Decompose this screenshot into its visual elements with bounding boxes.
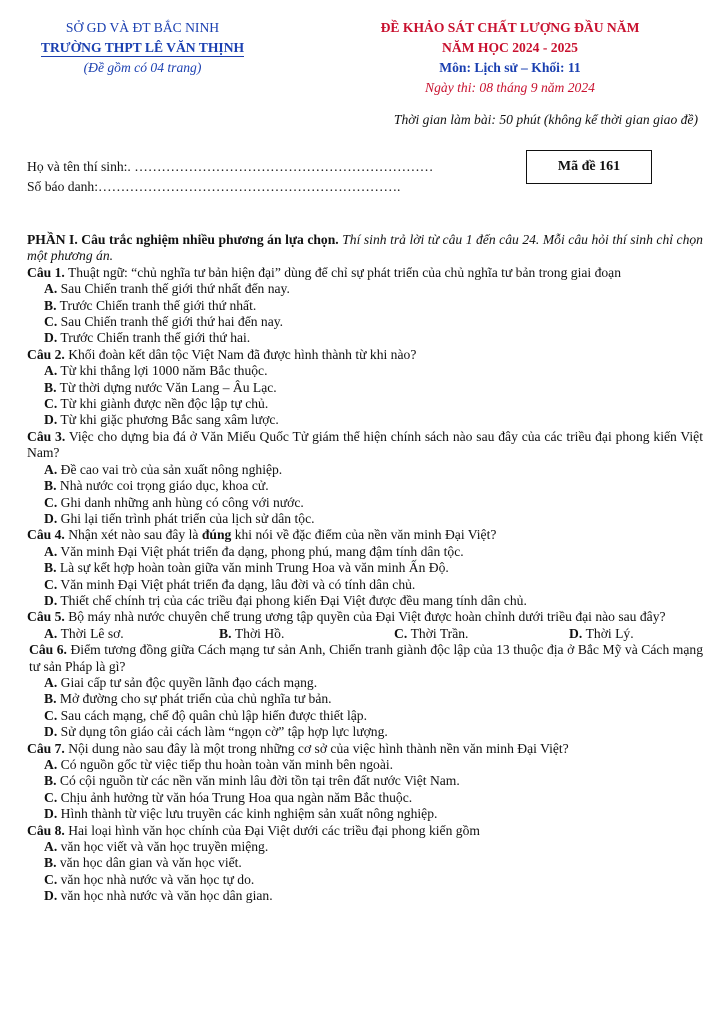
option-key: D. bbox=[44, 592, 58, 608]
question-text: Khối đoàn kết dân tộc Việt Nam đã được hình thành từ khi nào? bbox=[68, 346, 417, 362]
option-c bbox=[27, 790, 703, 806]
option-c bbox=[27, 577, 703, 593]
student-name-line: Họ và tên thí sinh:. ………………………………………………………… bbox=[27, 159, 434, 174]
option-key: C. bbox=[44, 871, 58, 887]
question-label: Câu 5. bbox=[27, 609, 65, 625]
option-text: văn học dân gian và văn học viết. bbox=[59, 855, 242, 871]
option-text: Chịu ảnh hưởng từ văn hóa Trung Hoa qua ngàn năm Bắc thuộc. bbox=[60, 789, 413, 805]
option-text: Sử dụng tôn giáo cải cách làm “ngọn cờ” tập hợp lực lượng. bbox=[60, 724, 388, 740]
exam-title: ĐỀ KHẢO SÁT CHẤT LƯỢNG ĐẦU NĂM bbox=[380, 20, 640, 35]
option-b bbox=[27, 855, 703, 871]
option-a bbox=[27, 675, 703, 691]
option-key: A. bbox=[44, 757, 58, 772]
option-b bbox=[27, 298, 703, 314]
question-label: Câu 3. bbox=[27, 428, 66, 444]
option-text: Là sự kết hợp hoàn toàn giữa văn minh Trung Hoa và văn minh Ấn Độ. bbox=[59, 560, 449, 576]
question-text: Việc cho dựng bia đá ở Văn Miếu Quốc Tử giám thể hiện chính sách nào sau đây của các triều đại phong kiến Việt Nam? bbox=[27, 428, 703, 461]
option-d bbox=[27, 724, 703, 740]
question-1 bbox=[27, 265, 703, 281]
option-key: A. bbox=[44, 674, 58, 690]
pages-note: (Đề gồm có 04 trang) bbox=[83, 60, 202, 75]
option-key: A. bbox=[44, 625, 58, 641]
option-key: B. bbox=[44, 691, 57, 707]
option-key: D. bbox=[44, 888, 58, 904]
option-d bbox=[27, 412, 703, 428]
question-6 bbox=[27, 642, 703, 675]
option-text: văn học nhà nước và văn học tự do. bbox=[60, 871, 255, 887]
school-name: TRƯỜNG THPT LÊ VĂN THỊNH bbox=[40, 40, 245, 55]
option-key: C. bbox=[44, 576, 58, 592]
option-text: Có cội nguồn từ các nền văn minh lâu đời tồn tại trên đất nước Việt Nam. bbox=[59, 773, 460, 789]
option-key: C. bbox=[394, 625, 408, 641]
option-d bbox=[27, 511, 703, 527]
option-key: C. bbox=[44, 314, 58, 330]
question-text: Điểm tương đồng giữa Cách mạng tư sản Anh, Chiến tranh giành độc lập của 13 thuộc địa ở Bắc Mỹ và Cách mạng tư sản Pháp là gì? bbox=[29, 642, 703, 674]
option-a bbox=[44, 626, 219, 642]
question-3 bbox=[27, 429, 703, 462]
option-key: D. bbox=[44, 510, 58, 526]
question-4 bbox=[27, 527, 703, 543]
option-text: Giai cấp tư sản độc quyền lãnh đạo cách mạng. bbox=[60, 674, 318, 690]
option-b bbox=[27, 691, 703, 707]
option-a bbox=[27, 757, 703, 773]
option-text: Từ khi giặc phương Bắc sang xâm lược. bbox=[60, 412, 279, 428]
option-d bbox=[27, 593, 703, 609]
option-key: A. bbox=[44, 461, 58, 477]
option-c bbox=[27, 314, 703, 330]
option-text: đúng bbox=[201, 527, 232, 543]
option-key: D. bbox=[569, 625, 583, 641]
option-key: A. bbox=[44, 281, 58, 297]
option-text: Sau Chiến tranh thế giới thứ hai đến nay. bbox=[60, 314, 284, 330]
option-d bbox=[27, 806, 703, 822]
option-a bbox=[27, 281, 703, 297]
option-a bbox=[27, 544, 703, 560]
department-name: SỞ GD VÀ ĐT BẮC NINH bbox=[65, 20, 220, 35]
exam-code-box: Mã đề 161 bbox=[526, 150, 652, 184]
option-b bbox=[27, 560, 703, 576]
option-text: Đề cao vai trò của sản xuất nông nghiệp. bbox=[60, 461, 283, 477]
option-a bbox=[27, 462, 703, 478]
option-text: khi nói về đặc điểm của nền văn minh Đại Việt? bbox=[231, 527, 497, 543]
part-heading bbox=[27, 232, 703, 265]
option-text: Hình thành từ việc lưu truyền các kinh nghiệm sản xuất nông nghiệp. bbox=[60, 806, 438, 822]
option-text: Nhận xét nào sau đây là bbox=[68, 527, 202, 543]
option-b bbox=[27, 478, 703, 494]
option-text: Văn minh Đại Việt phát triển đa dạng, phong phú, mang đậm tính dân tộc. bbox=[60, 543, 464, 559]
option-text: Từ khi thắng lợi 1000 năm Bắc thuộc. bbox=[60, 363, 268, 379]
header-left bbox=[0, 18, 285, 78]
option-text: Thời Lý. bbox=[585, 625, 634, 641]
header-right bbox=[300, 18, 720, 98]
option-key: B. bbox=[44, 297, 57, 313]
option-key: C. bbox=[44, 707, 58, 723]
option-text: Thời Hồ. bbox=[234, 625, 285, 641]
option-key: C. bbox=[44, 494, 58, 510]
question-label: Câu 6. bbox=[29, 642, 67, 658]
option-b bbox=[27, 773, 703, 789]
option-text: Trước Chiến tranh thế giới thứ nhất. bbox=[59, 297, 257, 313]
option-c bbox=[27, 396, 703, 412]
option-c bbox=[27, 872, 703, 888]
question-label: Câu 8. bbox=[27, 822, 65, 838]
question-label: Câu 7. bbox=[27, 740, 65, 756]
option-text: Sau cách mạng, chế độ quân chủ lập hiến được thiết lập. bbox=[60, 707, 367, 723]
option-c bbox=[394, 626, 569, 642]
subject-line: Môn: Lịch sử – Khối: 11 bbox=[439, 60, 581, 75]
option-text: Ghi lại tiến trình phát triển của lịch sử dân tộc. bbox=[60, 510, 315, 526]
question-8 bbox=[27, 823, 703, 839]
option-text: văn học nhà nước và văn học dân gian. bbox=[60, 888, 273, 904]
option-key: B. bbox=[219, 625, 232, 641]
option-c bbox=[27, 495, 703, 511]
question-text: Hai loại hình văn học chính của Đại Việt dưới các triều đại phong kiến gồm bbox=[68, 822, 480, 838]
option-text: Ghi danh những anh hùng có công với nước. bbox=[60, 494, 304, 510]
option-d bbox=[27, 888, 703, 904]
student-id-line: Số báo danh:…………………………………………………………. bbox=[27, 179, 401, 194]
option-key: A. bbox=[44, 839, 58, 855]
option-d bbox=[569, 626, 634, 642]
option-text: Có nguồn gốc từ việc tiếp thu hoàn toàn văn minh bên ngoài. bbox=[60, 757, 394, 772]
question-2 bbox=[27, 347, 703, 363]
option-key: B. bbox=[44, 560, 57, 576]
options-row bbox=[27, 626, 703, 642]
option-text: Văn minh Đại Việt phát triển đa dạng, lâu đời và có tính dân chủ. bbox=[60, 576, 416, 592]
question-text: Thuật ngữ: “chủ nghĩa tư bản hiện đại” dùng để chỉ sự phát triển của chủ nghĩa tư bản trong giai đoạn bbox=[67, 264, 621, 280]
option-a bbox=[27, 363, 703, 379]
option-text: Trước Chiến tranh thế giới thứ hai. bbox=[60, 330, 251, 346]
option-key: D. bbox=[44, 724, 58, 740]
option-text: Thiết chế chính trị của các triều đại phong kiến Đại Việt được đều mang tính dân chủ. bbox=[60, 592, 527, 608]
part-instruction: Thí sinh trả lời từ câu 1 đến câu 24. Mỗi câu hỏi thí sinh chỉ chọn một phương án. bbox=[27, 232, 703, 264]
option-text: Từ khi giành được nền độc lập tự chủ. bbox=[60, 396, 269, 412]
option-text: Mở đường cho sự phát triển của chủ nghĩa tư bản. bbox=[59, 691, 332, 707]
question-text: Nội dung nào sau đây là một trong những cơ sở của việc hình thành nền văn minh Đại Việt? bbox=[68, 740, 569, 756]
option-key: D. bbox=[44, 330, 58, 346]
option-d bbox=[27, 330, 703, 346]
option-text: Từ thời dựng nước Văn Lang – Âu Lạc. bbox=[59, 379, 277, 395]
option-text: Sau Chiến tranh thế giới thứ nhất đến nay. bbox=[60, 281, 290, 297]
question-label: Câu 1. bbox=[27, 264, 65, 280]
option-b bbox=[27, 380, 703, 396]
option-key: C. bbox=[44, 789, 58, 805]
question-text: Bộ máy nhà nước chuyên chế trung ương tập quyền của Đại Việt được hoàn chỉnh dưới triều đại nào sau đây? bbox=[68, 609, 666, 625]
exam-date: Ngày thi: 08 tháng 9 năm 2024 bbox=[425, 80, 595, 95]
question-7 bbox=[27, 741, 703, 757]
option-key: C. bbox=[44, 396, 58, 412]
option-key: A. bbox=[44, 363, 58, 379]
option-text: Thời Trần. bbox=[410, 625, 469, 641]
question-5 bbox=[27, 609, 703, 625]
option-key: B. bbox=[44, 855, 57, 871]
option-key: B. bbox=[44, 379, 57, 395]
question-label: Câu 2. bbox=[27, 346, 65, 362]
option-a bbox=[27, 839, 703, 855]
option-text: Thời Lê sơ. bbox=[60, 625, 124, 641]
exam-duration: Thời gian làm bài: 50 phút (không kể thời gian giao đề) bbox=[393, 112, 698, 127]
question-label: Câu 4. bbox=[27, 527, 65, 543]
option-key: D. bbox=[44, 412, 58, 428]
option-key: D. bbox=[44, 806, 58, 822]
option-b bbox=[219, 626, 394, 642]
option-text: văn học viết và văn học truyền miệng. bbox=[60, 839, 269, 855]
option-c bbox=[27, 708, 703, 724]
part-title: PHẦN I. Câu trắc nghiệm nhiều phương án lựa chọn. bbox=[27, 232, 339, 247]
option-text: Nhà nước coi trọng giáo dục, khoa cử. bbox=[59, 478, 269, 494]
option-key: B. bbox=[44, 773, 57, 789]
exam-content bbox=[27, 232, 703, 905]
option-key: A. bbox=[44, 543, 58, 559]
option-key: B. bbox=[44, 478, 57, 494]
school-year: NĂM HỌC 2024 - 2025 bbox=[442, 40, 578, 55]
